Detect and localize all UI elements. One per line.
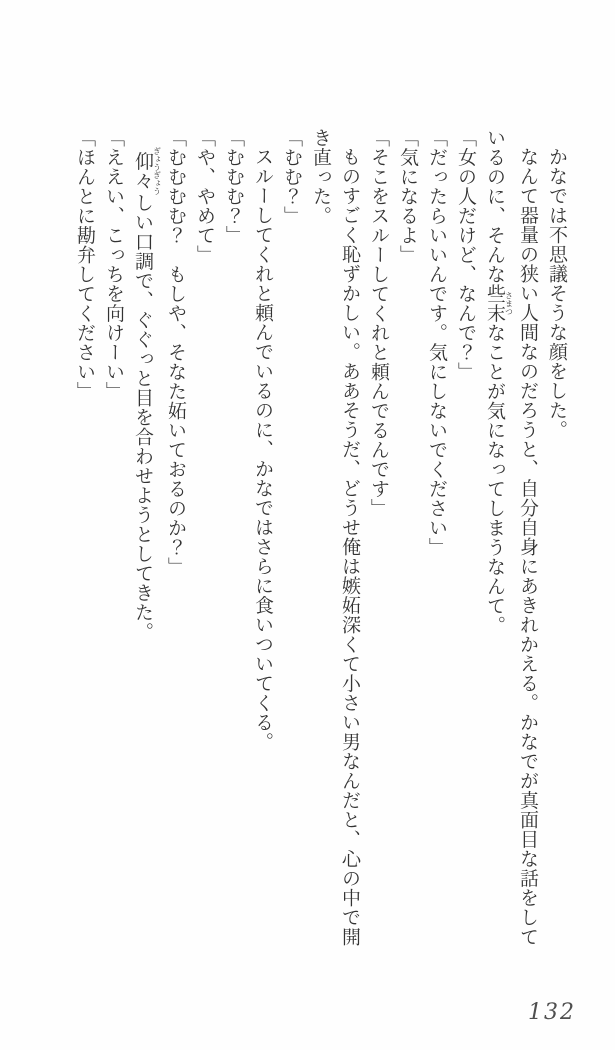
text-line: かなでは不思議そうな顔をした。 xyxy=(546,147,568,440)
page-number: 132 xyxy=(528,1000,576,1025)
furigana-ruby: 些末さまつ xyxy=(484,284,514,323)
page-text-block xyxy=(70,128,571,950)
text-line: 「ほんとに勘弁してください」 xyxy=(74,128,96,401)
text-line: 「気になるよ」 xyxy=(397,128,419,265)
text-line: き直った。 xyxy=(310,128,332,226)
text-line: 「ええい、こっちを向けーい」 xyxy=(103,128,125,401)
text-line: ものすごく恥ずかしい。ああそうだ、どうせ俺は嫉妬深くて小さい男なんだと、心の中で開 xyxy=(339,147,361,947)
text-line: 「むむ？」 xyxy=(281,128,303,226)
text-line: 仰々ぎょうぎょうしい口調で、ぐぐっと目を合わせようとしてきた。 xyxy=(132,147,162,642)
furigana-ruby: 仰々ぎょうぎょう xyxy=(132,147,162,195)
text-line: 「女の人だけど、なんで？」 xyxy=(455,128,477,382)
text-line: 「や、やめて」 xyxy=(194,128,216,265)
text-line: スルーしてくれと頼んでいるのに、かなではさらに食いついてくる。 xyxy=(252,147,274,752)
text-line: なんて器量の狭い人間なのだろうと、自分自身にあきれかえる。かなでが真面目な話をして xyxy=(517,147,539,947)
text-line: 「むむむむ？ もしや、そなた妬いておるのか？」 xyxy=(165,128,187,577)
text-line: いるのに、そんな些末さまつなことが気になってしまうなんて。 xyxy=(484,128,514,635)
text-line: 「むむむ？」 xyxy=(223,128,245,245)
text-line: 「だったらいいんです。気にしないでください」 xyxy=(426,128,448,557)
text-line: 「そこをスルーしてくれと頼んでるんです」 xyxy=(368,128,390,518)
